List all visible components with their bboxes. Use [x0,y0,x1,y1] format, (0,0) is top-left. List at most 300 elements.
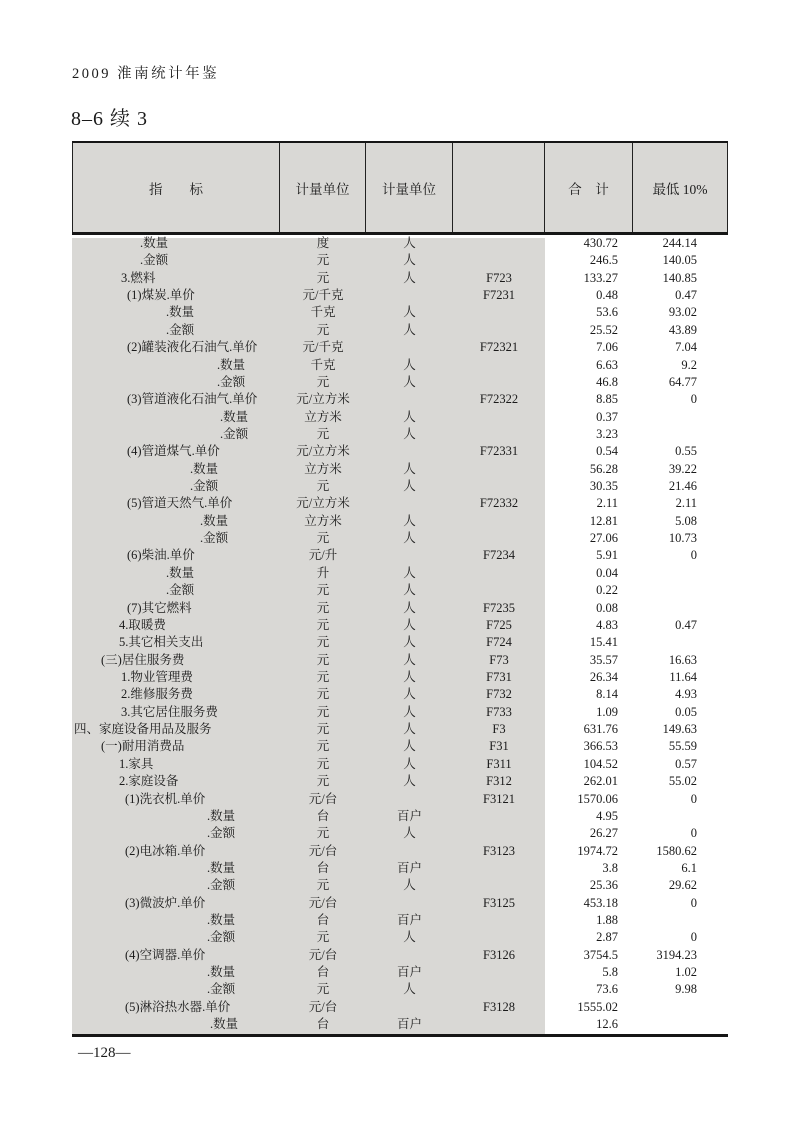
cell-code [453,513,545,530]
cell-unit1: 台 [316,965,330,980]
cell-code [453,357,545,374]
table-row [72,582,728,599]
cell-label: 2.家庭设备 [119,774,179,789]
cell-code: F312 [486,774,512,789]
cell-code [453,877,545,894]
cell-unit1: 元 [316,756,330,771]
table-row [72,617,728,634]
cell-total: 25.52 [589,322,618,337]
cell-total: 27.06 [589,531,618,546]
cell-unit1: 元/立方米 [296,444,350,459]
cell-low10: 9.98 [675,982,697,997]
cell-code [453,304,545,321]
cell-code: F724 [486,635,512,650]
cell-total: 631.76 [583,722,618,737]
cell-low10: 6.1 [681,860,697,875]
cell-total: 0.54 [596,444,618,459]
cell-low10: 2.11 [675,496,697,511]
cell-total: 2.11 [596,496,618,511]
cell-unit1: 元 [316,270,330,285]
cell-total: 262.01 [583,774,618,789]
cell-label: 1.物业管理费 [121,669,193,684]
cell-code [453,461,545,478]
cell-label: .数量 [207,965,236,980]
table-row [72,461,728,478]
cell-code: F725 [486,617,512,632]
cell-label: .金额 [207,982,236,997]
cell-low10: 39.22 [668,461,697,476]
cell-unit1: 元 [316,704,330,719]
cell-unit1: 元 [316,826,330,841]
table-row [72,791,728,808]
table-row [72,304,728,321]
cell-unit1: 台 [316,808,330,823]
cell-label: .金额 [190,479,219,494]
cell-label: (4)空调器.单价 [125,947,206,962]
cell-total: 53.6 [596,305,618,320]
cell-unit1: 元 [316,583,330,598]
table-row [72,773,728,790]
table-row [72,877,728,894]
table-row [72,825,728,842]
cell-unit1: 元 [316,930,330,945]
cell-unit1: 元 [316,652,330,667]
cell-low10: 0 [690,895,697,910]
cell-unit2: 人 [403,600,416,615]
cell-low10: 11.64 [669,669,697,684]
cell-code [453,235,545,252]
cell-total: 366.53 [583,739,618,754]
cell-total: 1555.02 [577,999,618,1014]
cell-low10: 7.04 [675,340,697,355]
cell-total: 1.09 [596,704,618,719]
cell-label: (三)居住服务费 [101,652,185,667]
table-row [72,391,728,408]
cell-unit2 [366,339,453,356]
cell-unit2: 人 [403,704,416,719]
cell-label: (6)柴油.单价 [127,548,195,563]
cell-low10: 64.77 [668,374,697,389]
cell-unit2: 人 [403,617,416,632]
cell-total: 430.72 [583,236,618,250]
cell-unit2: 人 [403,669,416,684]
cell-unit1: 千克 [310,357,336,372]
cell-label: .数量 [220,409,249,424]
table-row [72,738,728,755]
cell-code: F31 [489,739,509,754]
cell-unit1: 元 [316,617,330,632]
cell-label: .金额 [207,878,236,893]
cell-total: 26.27 [589,826,618,841]
cell-code [453,1016,545,1033]
cell-label: .金额 [220,426,249,441]
cell-low10: 0 [690,826,697,841]
cell-unit2: 人 [403,357,416,372]
table-row [72,235,728,252]
cell-low10: 0.47 [675,617,697,632]
cell-code: F731 [486,669,512,684]
table-row [72,686,728,703]
cell-unit1: 升 [316,565,330,580]
cell-unit2: 人 [403,426,416,441]
cell-unit1: 元 [316,687,330,702]
cell-label: (3)微波炉.单价 [125,895,206,910]
cell-unit1: 元/千克 [302,340,344,355]
table-row [72,530,728,547]
cell-total: 1570.06 [577,791,618,806]
cell-unit2: 人 [403,409,416,424]
cell-unit2: 人 [403,652,416,667]
cell-unit1: 元/台 [308,895,338,910]
cell-unit1: 元 [316,374,330,389]
cell-unit1: 元/立方米 [296,496,350,511]
cell-code [453,530,545,547]
cell-unit2 [366,791,453,808]
cell-unit1: 立方米 [304,409,342,424]
table-row [72,426,728,443]
cell-unit1: 元 [316,669,330,684]
table-row [72,981,728,998]
table-row [72,252,728,269]
cell-total: 6.63 [596,357,618,372]
cell-unit1: 元/台 [308,791,338,806]
cell-label: (2)罐装液化石油气.单价 [127,340,258,355]
cell-code: F311 [486,756,512,771]
cell-unit2: 百户 [396,860,422,875]
cell-low10: 9.2 [681,357,697,372]
cell-unit2: 人 [403,531,416,546]
cell-total: 4.95 [596,808,618,823]
cell-unit2: 人 [403,687,416,702]
cell-total: 7.06 [596,340,618,355]
table-header-row [72,141,728,235]
table-number-title: 8–6 续 3 [71,108,148,130]
table-row [72,478,728,495]
cell-total: 56.28 [589,461,618,476]
cell-total: 0.22 [596,583,618,598]
cell-total: 35.57 [589,652,618,667]
table-row [72,756,728,773]
cell-unit2: 人 [403,756,416,771]
cell-total: 246.5 [589,253,618,268]
cell-unit2: 人 [403,565,416,580]
cell-unit1: 元 [316,722,330,737]
cell-total: 104.52 [583,756,618,771]
cell-unit2: 人 [403,236,416,250]
cell-code: F732 [486,687,512,702]
cell-low10: 0.05 [675,704,697,719]
cell-unit1: 元 [316,635,330,650]
cell-label: .数量 [166,565,195,580]
cell-total: 12.81 [589,513,618,528]
table-row [72,357,728,374]
cell-code [453,808,545,825]
cell-unit1: 元 [316,426,330,441]
cell-low10: 4.93 [675,687,697,702]
cell-total: 15.41 [589,635,618,650]
cell-unit1: 元/台 [308,999,338,1014]
cell-total: 4.83 [596,617,618,632]
cell-unit1: 元 [316,739,330,754]
cell-code: F7235 [483,600,515,615]
cell-low10: 149.63 [662,722,697,737]
cell-unit2: 百户 [396,1017,422,1032]
cell-label: (5)淋浴热水器.单价 [125,999,231,1014]
cell-label: .金额 [166,322,195,337]
cell-label: (1)洗衣机.单价 [125,791,206,806]
cell-low10: 3194.23 [656,947,697,962]
cell-unit1: 元 [316,322,330,337]
cell-code: F3123 [483,843,515,858]
table-row [72,669,728,686]
cell-label: .数量 [207,860,236,875]
cell-unit1: 元 [316,774,330,789]
cell-unit2: 人 [403,774,416,789]
cell-unit2: 人 [403,583,416,598]
cell-unit2 [366,895,453,912]
cell-unit2: 人 [403,826,416,841]
cell-label: .数量 [190,461,219,476]
cell-label: 3.其它居住服务费 [121,704,218,719]
cell-label: .数量 [200,513,229,528]
cell-label: (5)管道天然气.单价 [127,496,233,511]
cell-total: 30.35 [589,479,618,494]
table-row [72,704,728,721]
cell-label: .数量 [207,808,236,823]
cell-total: 26.34 [589,669,618,684]
cell-low10 [633,634,728,651]
cell-unit1: 元 [316,600,330,615]
cell-total: 5.8 [602,965,618,980]
cell-low10: 0 [690,392,697,407]
cell-total: 133.27 [583,270,618,285]
cell-label: .数量 [217,357,246,372]
cell-total: 453.18 [583,895,618,910]
cell-code: F72332 [479,496,519,511]
cell-low10: 93.02 [668,305,697,320]
cell-unit2 [366,391,453,408]
cell-low10 [633,912,728,929]
column-header-1: 指 标 [72,143,280,232]
cell-total: 12.6 [596,1017,618,1032]
cell-low10: 244.14 [662,236,697,250]
cell-code: F7234 [483,548,515,563]
table-row [72,964,728,981]
column-header-6: 最低 10% [633,143,728,232]
cell-unit1: 台 [316,860,330,875]
cell-label: .数量 [140,236,169,250]
cell-unit2: 人 [403,878,416,893]
table-row [72,270,728,287]
cell-low10 [633,565,728,582]
table-row [72,443,728,460]
table-row [72,895,728,912]
cell-code: F3121 [483,791,515,806]
cell-code: F3128 [483,999,515,1014]
column-header-3: 计量单位 [366,143,453,232]
cell-low10: 0 [690,791,697,806]
cell-label: .数量 [166,305,195,320]
cell-unit2: 人 [403,982,416,997]
cell-unit2 [366,947,453,964]
cell-label: (4)管道煤气.单价 [127,444,220,459]
cell-unit1: 立方米 [304,513,342,528]
cell-unit1: 台 [316,1017,330,1032]
table-row [72,912,728,929]
table-row [72,652,728,669]
cell-unit2: 人 [403,739,416,754]
cell-label: .金额 [140,253,169,268]
table-row [72,721,728,738]
cell-low10: 10.73 [668,531,697,546]
cell-total: 0.04 [596,565,618,580]
table-row [72,287,728,304]
table-row [72,513,728,530]
cell-code: F73 [489,652,509,667]
table-row [72,565,728,582]
table-row [72,409,728,426]
table-body [72,235,728,1037]
cell-low10: 0.47 [675,288,697,303]
cell-label: 5.其它相关支出 [119,635,204,650]
table-row [72,547,728,564]
cell-unit1: 元/升 [308,548,338,563]
cell-low10: 29.62 [668,878,697,893]
cell-unit2: 百户 [396,913,422,928]
table-row [72,947,728,964]
cell-unit2: 人 [403,635,416,650]
cell-unit1: 度 [316,236,330,250]
cell-code [453,825,545,842]
cell-unit2 [366,547,453,564]
cell-total: 8.14 [596,687,618,702]
column-header-4 [453,143,545,232]
cell-code: F72331 [479,444,519,459]
cell-code: F3 [492,722,506,737]
table-row [72,860,728,877]
table-row [72,495,728,512]
cell-label: (1)煤炭.单价 [127,288,195,303]
table-row [72,929,728,946]
cell-total: 1.88 [596,913,618,928]
cell-code: F72322 [479,392,519,407]
cell-unit1: 元/台 [308,947,338,962]
cell-code [453,565,545,582]
cell-unit1: 元 [316,982,330,997]
cell-code: F3125 [483,895,515,910]
table-row [72,999,728,1016]
cell-unit2 [366,495,453,512]
cell-low10: 55.59 [668,739,697,754]
cell-label: .金额 [200,531,229,546]
cell-unit1: 元 [316,253,330,268]
cell-total: 3.23 [596,426,618,441]
cell-code [453,929,545,946]
cell-total: 5.91 [596,548,618,563]
cell-label: .数量 [210,1017,239,1032]
cell-low10: 21.46 [668,479,697,494]
cell-label: .金额 [217,374,246,389]
cell-low10: 0.55 [675,444,697,459]
cell-code [453,860,545,877]
cell-total: 2.87 [596,930,618,945]
cell-total: 0.48 [596,288,618,303]
cell-unit2: 百户 [396,808,422,823]
cell-unit1: 台 [316,913,330,928]
cell-low10: 0.57 [675,756,697,771]
cell-unit2 [366,443,453,460]
cell-unit1: 元/立方米 [296,392,350,407]
cell-total: 8.85 [596,392,618,407]
cell-unit1: 元 [316,878,330,893]
cell-low10 [633,999,728,1016]
cell-low10: 140.85 [662,270,697,285]
table-row [72,634,728,651]
cell-unit1: 立方米 [304,461,342,476]
cell-label: 3.燃料 [121,270,156,285]
cell-total: 0.37 [596,409,618,424]
cell-code [453,964,545,981]
cell-low10: 140.05 [662,253,697,268]
cell-code [453,582,545,599]
cell-code [453,374,545,391]
cell-label: 2.维修服务费 [121,687,193,702]
column-header-5: 合 计 [545,143,633,232]
cell-code [453,252,545,269]
cell-low10: 16.63 [668,652,697,667]
cell-unit2 [366,843,453,860]
cell-label: .金额 [166,583,195,598]
cell-low10: 43.89 [668,322,697,337]
cell-code [453,912,545,929]
cell-unit2: 人 [403,722,416,737]
cell-unit2 [366,999,453,1016]
cell-unit2: 人 [403,270,416,285]
cell-unit2: 人 [403,930,416,945]
cell-label: 4.取暖费 [119,617,166,632]
cell-low10 [633,426,728,443]
cell-code: F7231 [483,288,515,303]
table-row [72,322,728,339]
cell-code: F723 [486,270,512,285]
cell-low10 [633,600,728,617]
cell-unit2: 人 [403,513,416,528]
cell-label: (7)其它燃料 [127,600,192,615]
cell-low10: 0 [690,548,697,563]
cell-low10: 5.08 [675,513,697,528]
table-row [72,1016,728,1033]
cell-low10: 55.02 [668,774,697,789]
table-row [72,339,728,356]
cell-total: 25.36 [589,878,618,893]
cell-total: 73.6 [596,982,618,997]
column-header-2: 计量单位 [280,143,366,232]
cell-low10 [633,808,728,825]
cell-low10 [633,582,728,599]
cell-low10 [633,409,728,426]
cell-unit2: 人 [403,479,416,494]
cell-unit1: 元 [316,479,330,494]
cell-code [453,409,545,426]
cell-code [453,981,545,998]
cell-unit2: 人 [403,461,416,476]
table-row [72,843,728,860]
cell-total: 46.8 [596,374,618,389]
cell-total: 3.8 [602,860,618,875]
cell-code: F3126 [483,947,515,962]
page-number: —128— [78,1045,131,1061]
cell-low10: 0 [690,930,697,945]
